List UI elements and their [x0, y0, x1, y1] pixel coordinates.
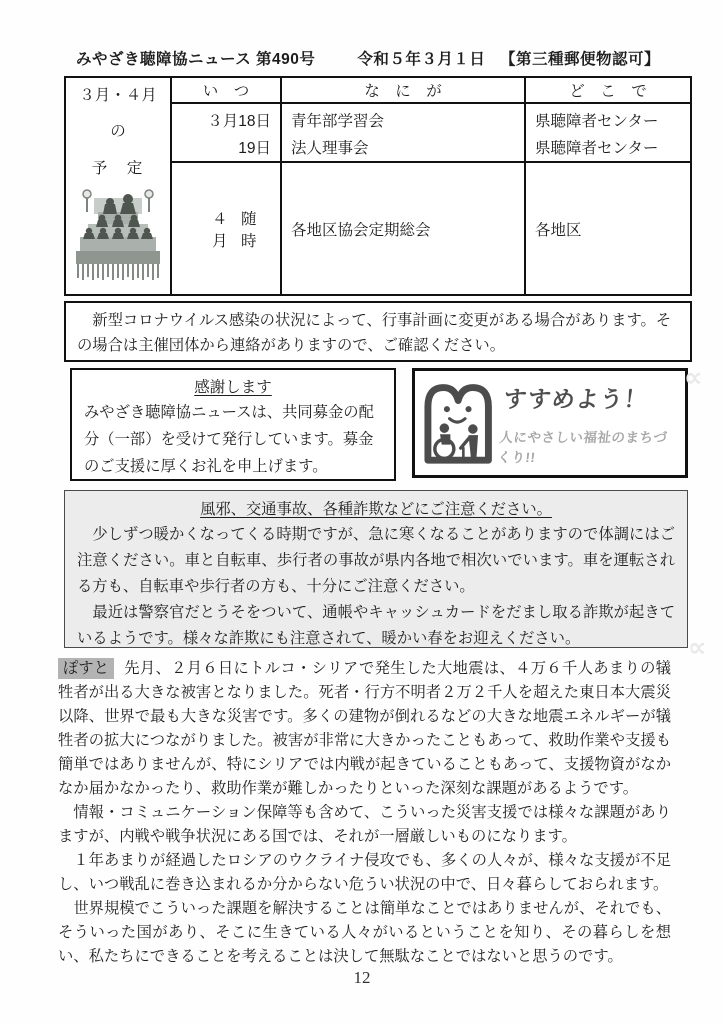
schedule-row-where: 県聴障者センター: [526, 136, 690, 163]
schedule-row-what: 法人理事会: [282, 136, 526, 163]
schedule-no: の: [110, 123, 126, 140]
issue-date: 令和５年３月１日: [357, 51, 486, 68]
postal-permit-label: 【第三種郵便物認可】: [499, 51, 660, 68]
schedule-row-when: ３月18日: [172, 104, 282, 136]
newsletter-title: みやざき聴障協ニュース 第490号: [76, 51, 316, 68]
post-column: [58, 657, 671, 969]
slogan-line1: すすめよう！: [502, 385, 650, 412]
welfare-slogan-box: [412, 368, 688, 478]
scan-artifact: ∝: [684, 362, 703, 392]
schedule-anytime: 随時: [241, 210, 257, 250]
covid-notice-text: 新型コロナウイルス感染の状況によって、行事計画に変更がある場合があります。その場合は主催団体から連絡がありますので、ご確認ください。: [77, 312, 672, 354]
caution-box: [64, 490, 688, 648]
page-number: 12: [353, 968, 371, 987]
post-paragraph: [58, 657, 671, 801]
schedule-grid: [172, 78, 690, 294]
page-header: [76, 47, 660, 69]
schedule-table: [64, 76, 692, 296]
caution-paragraph: 少しずつ暖かくなってくる時期ですが、急に寒くなることがありますので体調にはご注意ください。車と自転車、歩行者の事故が県内各地で相次いでいます。車を運転される方も、自転車や歩行者の方も、十分にご注意ください。: [77, 526, 675, 595]
thanks-title: 感謝します: [194, 379, 272, 396]
schedule-row-what: 青年部学習会: [282, 104, 526, 136]
slogan-text: [497, 381, 684, 466]
schedule-row-where: 各地区: [535, 221, 582, 239]
scan-artifact: ∝: [688, 632, 707, 662]
post-paragraph: 世界規模でこういった課題を解決することは簡単なことではありませんが、それでも、そういった国があり、そこに生きている人々がいるということを知り、その暮らしを想い、私たちにできることを考えることは決して無駄なことではないと思うのです。: [58, 900, 671, 965]
slogan-line2: 人にやさしい福祉のまちづくり!!: [496, 429, 669, 465]
post-column-label: ぽすと: [58, 658, 114, 679]
post-paragraph: 情報・コミュニケーション保障等も含めて、こういった災害支援では様々な課題がありますが、内戦や戦争状況にある国では、それが一層厳しいものになります。: [58, 804, 671, 845]
schedule-month: ４月: [212, 210, 228, 250]
caution-title: 風邪、交通事故、各種詐欺などにご注意ください。: [200, 501, 552, 518]
column-header-when: い つ: [172, 78, 282, 104]
caution-paragraph: 最近は警察官だとうそをついて、通帳やキャッシュカードをだまし取る詐欺が起きているようです。様々な詐欺にも注意されて、暖かい春をお迎えください。: [77, 604, 675, 647]
schedule-row-what: 各地区協会定期総会: [282, 163, 526, 294]
schedule-months: ３月・４月: [79, 87, 157, 104]
welfare-mascot-icon: [421, 374, 497, 472]
schedule-side-label: [66, 78, 172, 294]
post-paragraph-text: 先月、２月６日にトルコ・シリアで発生した大地震は、４万６千人あまりの犠牲者が出る大きな被害となりました。死者・行方不明者２万２千人を超えた東日本大震災以降、世界で最も大きな災害です。多くの建物が倒れるなどの大きな地震エネルギーが犠牲者の拡大につながりました。被害が非常に大きかったこともあって、救助作業や支援も簡単ではありませんが、特にシリアでは内戦が起きていることもあって、支援物資がなかなか届かなかったり、救助作業が難しかったりといった深刻な課題があるようです。: [58, 660, 671, 797]
thanks-box: [70, 368, 396, 481]
schedule-row-when: [172, 163, 282, 294]
schedule-row-when: 19日: [172, 136, 282, 163]
thanks-body: みやざき聴障協ニュースは、共同募金の配分（一部）を受けて発行しています。募金のご支援に厚くお礼を申上げます。: [84, 404, 374, 475]
schedule-yotei: 予 定: [91, 160, 145, 177]
column-header-what: な に が: [282, 78, 526, 104]
covid-notice-box: [64, 301, 692, 362]
post-paragraph: １年あまりが経過したロシアのウクライナ侵攻でも、多くの人々が、様々な支援が不足し、いつ戦乱に巻き込まれるか分からない危うい状況の中で、日々暮らしておられます。: [58, 852, 671, 893]
column-header-where: ど こ で: [526, 78, 690, 104]
schedule-row-where: 県聴障者センター: [535, 113, 659, 130]
hina-dolls-icon: [72, 186, 164, 286]
